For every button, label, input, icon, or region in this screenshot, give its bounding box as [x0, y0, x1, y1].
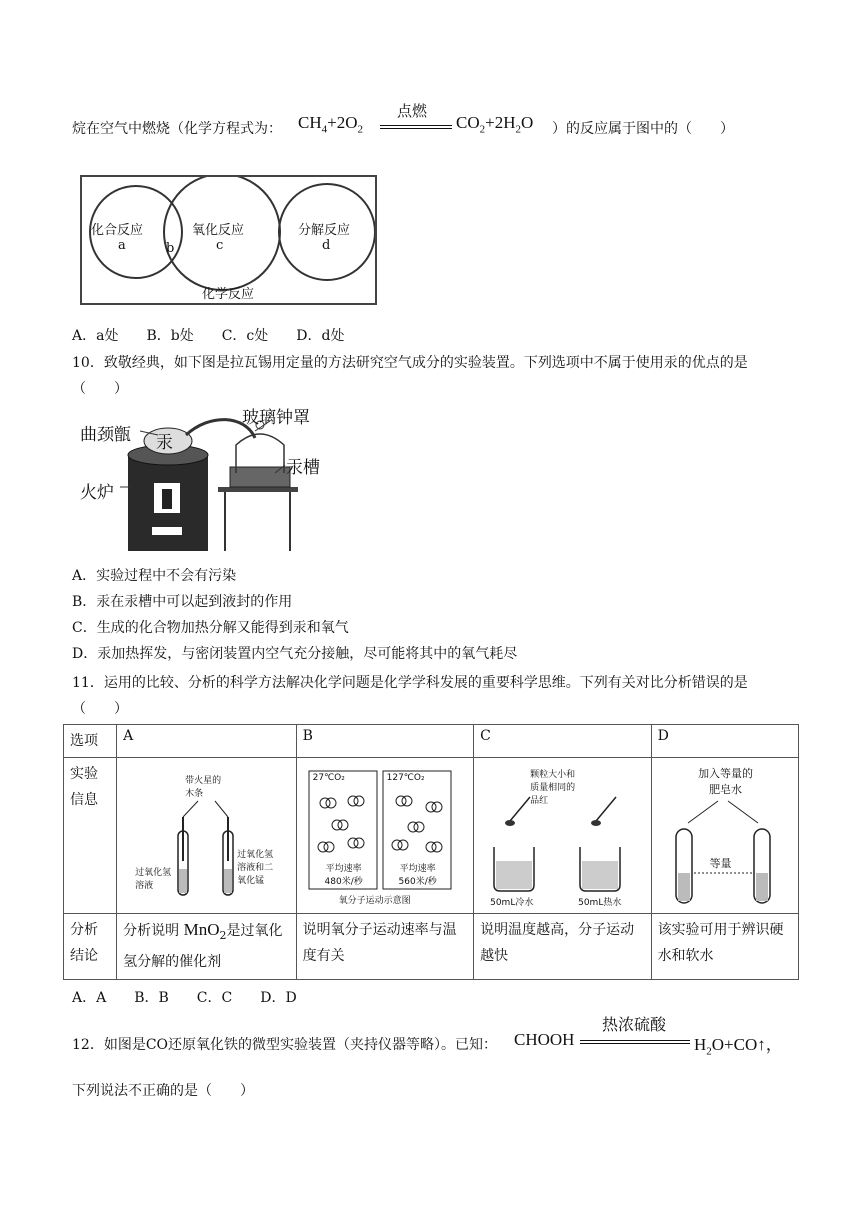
concl-b: 说明氧分子运动速率与温度有关	[296, 914, 473, 980]
table-header-row	[64, 725, 799, 758]
q12-eq-left: CHOOH	[514, 1030, 575, 1049]
label-bell-jar: 玻璃钟罩	[242, 408, 310, 428]
row-head-experiment: 实验信息	[64, 758, 117, 914]
q9-equation: $CH_4+2O_2$	[298, 113, 363, 136]
header-c: C	[474, 725, 651, 758]
fig-d-top-label: 加入等量的肥皂水	[698, 767, 754, 796]
header-a: A	[117, 725, 296, 758]
q9-options: A．a处 B．b处 C．c处 D．d处	[72, 328, 345, 344]
concl-c: 说明温度越高，分子运动越快	[474, 914, 651, 980]
q9-eq-arrow	[380, 125, 452, 129]
row-head-conclusion: 分析结论	[64, 914, 117, 980]
fig-b-speed-1: 平均速率480米/秒	[324, 864, 363, 887]
fig-b-temp-2: 127℃O₂	[386, 773, 425, 783]
header-d: D	[651, 725, 798, 758]
fig-a-top-label: 带火星的木条	[185, 776, 222, 799]
q10-option-c: C．生成的化合物加热分解又能得到汞和氧气	[72, 620, 349, 636]
q9-venn-figure	[80, 175, 377, 305]
q12-stem-line2: 下列说法不正确的是（ ）	[72, 1083, 254, 1099]
fig-a-right-label: 过氧化氢溶液和二氧化锰	[237, 850, 274, 886]
q10-option-d: D．汞加热挥发，与密闭装置内空气充分接触，尽可能将其中的氧气耗尽	[72, 646, 518, 662]
concl-a: 分析说明 MnO$_2$是过氧化氢分解的催化剂	[117, 914, 296, 980]
venn-letter-b: b	[166, 241, 175, 256]
table-conclusion-row	[64, 914, 799, 980]
venn-label-a: 化合反应	[91, 223, 144, 238]
q11-table	[63, 724, 799, 980]
q12-stem-before: 12．如图是CO还原氧化铁的微型实验装置（夹持仪器等略）。已知：	[72, 1037, 498, 1053]
label-mercury: 汞	[156, 433, 173, 453]
cell-fig-b	[296, 758, 473, 914]
q11-stem-line2: （ ）	[72, 701, 128, 717]
q10-stem-line1: 10．致敬经典，如下图是拉瓦锡用定量的方法研究空气成分的实验装置。下列选项中不属于使用汞的优点的是	[72, 355, 748, 371]
q11-stem-line1: 11．运用的比较、分析的科学方法解决化学问题是化学学科发展的重要科学思维。下列有关对比分析错误的是	[72, 675, 748, 691]
venn-letter-a: a	[118, 238, 126, 253]
q10-option-a: A．实验过程中不会有污染	[72, 568, 237, 584]
q10-stem-line2: （ ）	[72, 381, 128, 397]
q9-equation-right: $CO_2+2H_2O$	[456, 113, 534, 136]
cell-fig-c	[474, 758, 651, 914]
fig-a-left-label: 过氧化氢溶液	[135, 868, 172, 891]
fig-b-caption: 氧分子运动示意图	[338, 896, 411, 906]
fig-c-top-label: 颗粒大小和质量相同的品红	[530, 770, 576, 806]
fig-b-speed-2: 平均速率560米/秒	[398, 864, 437, 887]
q9-stem-before: 烷在空气中燃烧（化学方程式为：	[72, 121, 282, 137]
q11-options: A．A B．B C．C D．D	[72, 990, 297, 1006]
cell-fig-a	[117, 758, 296, 914]
q9-stem-after: ）的反应属于图中的（ ）	[552, 121, 734, 137]
header-option: 选项	[64, 725, 117, 758]
q12-eq-right: $H_2O+CO↑$，	[694, 1035, 783, 1058]
fig-b-temp-1: 27℃O₂	[312, 773, 345, 783]
fig-c-left-label: 50mL冷水	[490, 898, 534, 908]
venn-label-d: 分解反应	[298, 223, 351, 238]
venn-letter-c: c	[216, 238, 224, 253]
header-b: B	[296, 725, 473, 758]
venn-letter-d: d	[322, 238, 331, 253]
venn-label-c: 氧化反应	[192, 223, 245, 238]
cell-fig-d	[651, 758, 798, 914]
fig-c-right-label: 50mL热水	[578, 898, 622, 908]
table-experiment-row	[64, 758, 799, 914]
q9-stem	[72, 118, 282, 138]
concl-d: 该实验可用于辨识硬水和软水	[651, 914, 798, 980]
q10-option-b: B．汞在汞槽中可以起到液封的作用	[72, 594, 293, 610]
q9-eq-condition: 点燃	[397, 102, 428, 120]
venn-box-label: 化学反应	[202, 287, 255, 302]
q12-eq-arrow	[580, 1040, 690, 1044]
fig-d-mid-label: 等量	[709, 857, 732, 870]
label-furnace: 火炉	[80, 483, 114, 503]
label-trough: 汞槽	[286, 458, 320, 478]
q12-eq-condition: 热浓硫酸	[602, 1015, 667, 1034]
q10-apparatus-figure	[80, 403, 330, 553]
label-retort: 曲颈甑	[80, 425, 131, 445]
